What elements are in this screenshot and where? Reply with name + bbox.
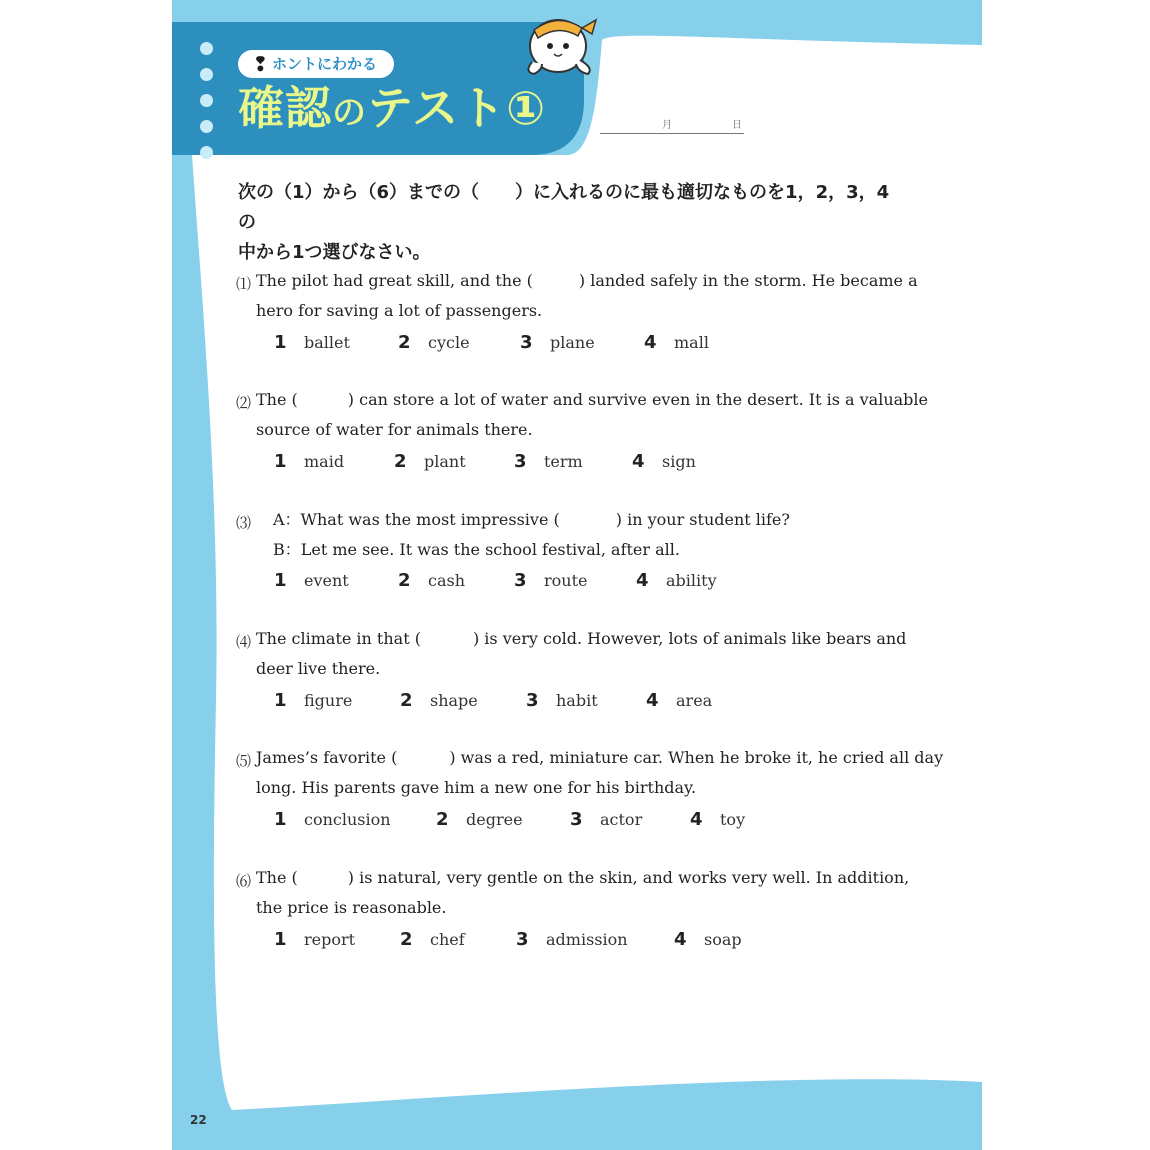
date-month-label: 月 bbox=[662, 120, 672, 131]
instruction-line: 次の（1）から（6）までの（ ）に入れるのに最も適切なものを1，2，3，4の bbox=[238, 182, 890, 233]
date-day-label: 日 bbox=[732, 120, 742, 131]
punch-hole bbox=[200, 120, 213, 133]
option-number: 3 bbox=[526, 690, 539, 711]
punch-hole bbox=[200, 94, 213, 107]
option-number: 2 bbox=[398, 332, 411, 353]
option-number: 2 bbox=[398, 570, 411, 591]
option-number: 2 bbox=[400, 690, 413, 711]
option-number: 1 bbox=[274, 929, 287, 950]
option-word[interactable]: figure bbox=[304, 691, 353, 710]
option-word[interactable]: mall bbox=[674, 333, 709, 352]
option-word[interactable]: ballet bbox=[304, 333, 350, 352]
option-word[interactable]: cash bbox=[428, 571, 466, 590]
page-title bbox=[238, 76, 568, 140]
option-word[interactable]: sign bbox=[662, 452, 696, 471]
option-word[interactable]: area bbox=[676, 691, 713, 710]
question-line: deer live there. bbox=[256, 659, 381, 678]
question-line: hero for saving a lot of passengers. bbox=[256, 301, 543, 320]
punch-hole bbox=[200, 42, 213, 55]
option-number: 4 bbox=[632, 451, 645, 472]
section-tag bbox=[238, 50, 394, 78]
page-number: 22 bbox=[190, 1113, 207, 1127]
question-line: The ( ) is natural, very gentle on the skin, and works very well. In addition, bbox=[256, 868, 910, 887]
option-number: 1 bbox=[274, 570, 287, 591]
option-number: 3 bbox=[516, 929, 529, 950]
option-word[interactable]: report bbox=[304, 930, 356, 949]
question-line: James’s favorite ( ) was a red, miniature car. When he broke it, he cried all day bbox=[256, 748, 944, 767]
title-particle: の bbox=[332, 93, 367, 133]
option-number: 1 bbox=[274, 332, 287, 353]
title-kanji: 確認 bbox=[238, 81, 332, 135]
option-number: 1 bbox=[274, 451, 287, 472]
question-number: ⑴ bbox=[236, 275, 252, 293]
option-number: 3 bbox=[514, 451, 527, 472]
title-katakana: テスト bbox=[367, 81, 507, 135]
option-number: 4 bbox=[636, 570, 649, 591]
option-word[interactable]: toy bbox=[720, 810, 746, 829]
question-number: ⑶ bbox=[236, 514, 252, 532]
option-word[interactable]: event bbox=[304, 571, 349, 590]
mascot-icon bbox=[520, 8, 604, 80]
date-line bbox=[600, 133, 744, 134]
option-number: 1 bbox=[274, 809, 287, 830]
punch-hole bbox=[200, 146, 213, 159]
question-number: ⑹ bbox=[236, 872, 252, 890]
option-word[interactable]: route bbox=[544, 571, 588, 590]
option-word[interactable]: maid bbox=[304, 452, 345, 471]
option-word[interactable]: term bbox=[544, 452, 583, 471]
option-word[interactable]: soap bbox=[704, 930, 742, 949]
option-number: 3 bbox=[570, 809, 583, 830]
option-number: 4 bbox=[644, 332, 657, 353]
exclamation-icon: ❢ bbox=[252, 52, 269, 76]
option-number: 3 bbox=[514, 570, 527, 591]
option-word[interactable]: cycle bbox=[428, 333, 470, 352]
option-word[interactable]: chef bbox=[430, 930, 465, 949]
option-word[interactable]: conclusion bbox=[304, 810, 391, 829]
question-line: The pilot had great skill, and the ( ) landed safely in the storm. He became a bbox=[256, 271, 918, 290]
section-tag-label: ホントにわかる bbox=[272, 55, 378, 73]
option-number: 2 bbox=[394, 451, 407, 472]
question-line: source of water for animals there. bbox=[256, 420, 533, 439]
question-line: The ( ) can store a lot of water and survive even in the desert. It is a valuable bbox=[256, 390, 929, 409]
option-number: 1 bbox=[274, 690, 287, 711]
option-word[interactable]: admission bbox=[546, 930, 628, 949]
punch-hole bbox=[200, 68, 213, 81]
question-line: A：What was the most impressive ( ) in your student life? bbox=[273, 510, 790, 529]
option-word[interactable]: ability bbox=[666, 571, 717, 590]
option-word[interactable]: actor bbox=[600, 810, 643, 829]
question-line: long. His parents gave him a new one for his birthday. bbox=[256, 778, 697, 797]
option-word[interactable]: plane bbox=[550, 333, 595, 352]
option-word[interactable]: degree bbox=[466, 810, 523, 829]
option-word[interactable]: habit bbox=[556, 691, 598, 710]
question-number: ⑷ bbox=[236, 633, 252, 651]
question-line: B：Let me see. It was the school festival, after all. bbox=[273, 540, 680, 559]
question-line: the price is reasonable. bbox=[256, 898, 447, 917]
option-word[interactable]: plant bbox=[424, 452, 466, 471]
question-line: The climate in that ( ) is very cold. However, lots of animals like bears and bbox=[256, 629, 907, 648]
option-number: 4 bbox=[674, 929, 687, 950]
instruction-line: 中から1つ選びなさい。 bbox=[238, 242, 431, 263]
question-number: ⑸ bbox=[236, 752, 252, 770]
option-number: 3 bbox=[520, 332, 533, 353]
option-number: 2 bbox=[436, 809, 449, 830]
option-number: 4 bbox=[690, 809, 703, 830]
option-number: 2 bbox=[400, 929, 413, 950]
title-number: ① bbox=[506, 81, 547, 135]
instruction-text bbox=[238, 178, 898, 268]
option-number: 4 bbox=[646, 690, 659, 711]
question-number: ⑵ bbox=[236, 394, 252, 412]
option-word[interactable]: shape bbox=[430, 691, 478, 710]
